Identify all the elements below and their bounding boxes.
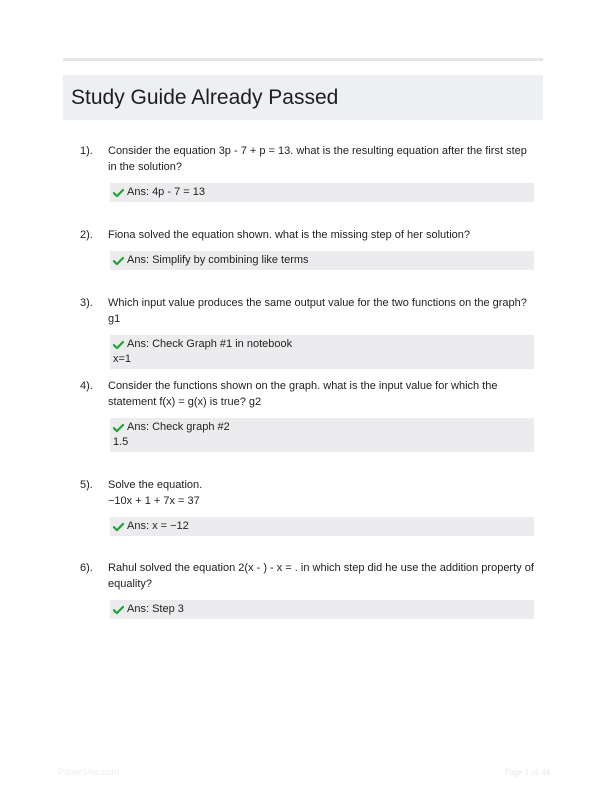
question-item-3: [80, 295, 540, 369]
check-icon: [113, 605, 124, 615]
answer-detail: 1.5: [113, 436, 129, 448]
question-item-5: [80, 477, 540, 536]
question-number: 3).: [80, 297, 93, 309]
page-title: Study Guide Already Passed: [71, 85, 339, 109]
answer-text: Ans: Check graph #2: [127, 421, 230, 433]
answer-text: Ans: 4p - 7 = 13: [127, 186, 205, 198]
question-text: Rahul solved the equation 2(x - ) - x = . in which step did he use the addition property of equality?: [108, 562, 534, 590]
question-item-1: [80, 143, 540, 202]
answer-box: [110, 600, 534, 619]
title-band: [63, 75, 543, 120]
answer-box: [110, 335, 534, 369]
question-item-2: [80, 227, 540, 270]
question-text: Solve the equation. −10x + 1 + 7x = 37: [108, 479, 203, 507]
check-icon: [113, 256, 124, 266]
top-divider: [63, 58, 543, 61]
question-text: Which input value produces the same output value for the two functions on the graph? g1: [108, 297, 527, 325]
question-text: Consider the equation 3p - 7 + p = 13. what is the resulting equation after the first step in the solution?: [108, 145, 527, 173]
check-icon: [113, 340, 124, 350]
answer-text: Ans: x = −12: [127, 520, 189, 532]
page-number: Page 1 of 44: [504, 767, 550, 777]
question-text: Consider the functions shown on the graph. what is the input value for which the statement f(x) = g(x) is true? g2: [108, 380, 498, 408]
question-number: 1).: [80, 145, 93, 157]
check-icon: [113, 423, 124, 433]
question-item-4: [80, 378, 540, 452]
answer-box: [110, 517, 534, 536]
footer-watermark: PaperShic.com: [58, 767, 120, 777]
answer-text: Ans: Simplify by combining like terms: [127, 254, 309, 266]
answer-text: Ans: Check Graph #1 in notebook: [127, 338, 293, 350]
question-number: 5).: [80, 479, 93, 491]
question-number: 2).: [80, 229, 93, 241]
question-number: 6).: [80, 562, 93, 574]
answer-box: [110, 183, 534, 202]
question-text: Fiona solved the equation shown. what is the missing step of her solution?: [108, 229, 470, 241]
question-number: 4).: [80, 380, 93, 392]
answer-box: [110, 251, 534, 270]
answer-detail: x=1: [113, 353, 132, 365]
check-icon: [113, 522, 124, 532]
answer-text: Ans: Step 3: [127, 603, 184, 615]
check-icon: [113, 188, 124, 198]
question-item-6: [80, 560, 540, 619]
answer-box: [110, 418, 534, 452]
